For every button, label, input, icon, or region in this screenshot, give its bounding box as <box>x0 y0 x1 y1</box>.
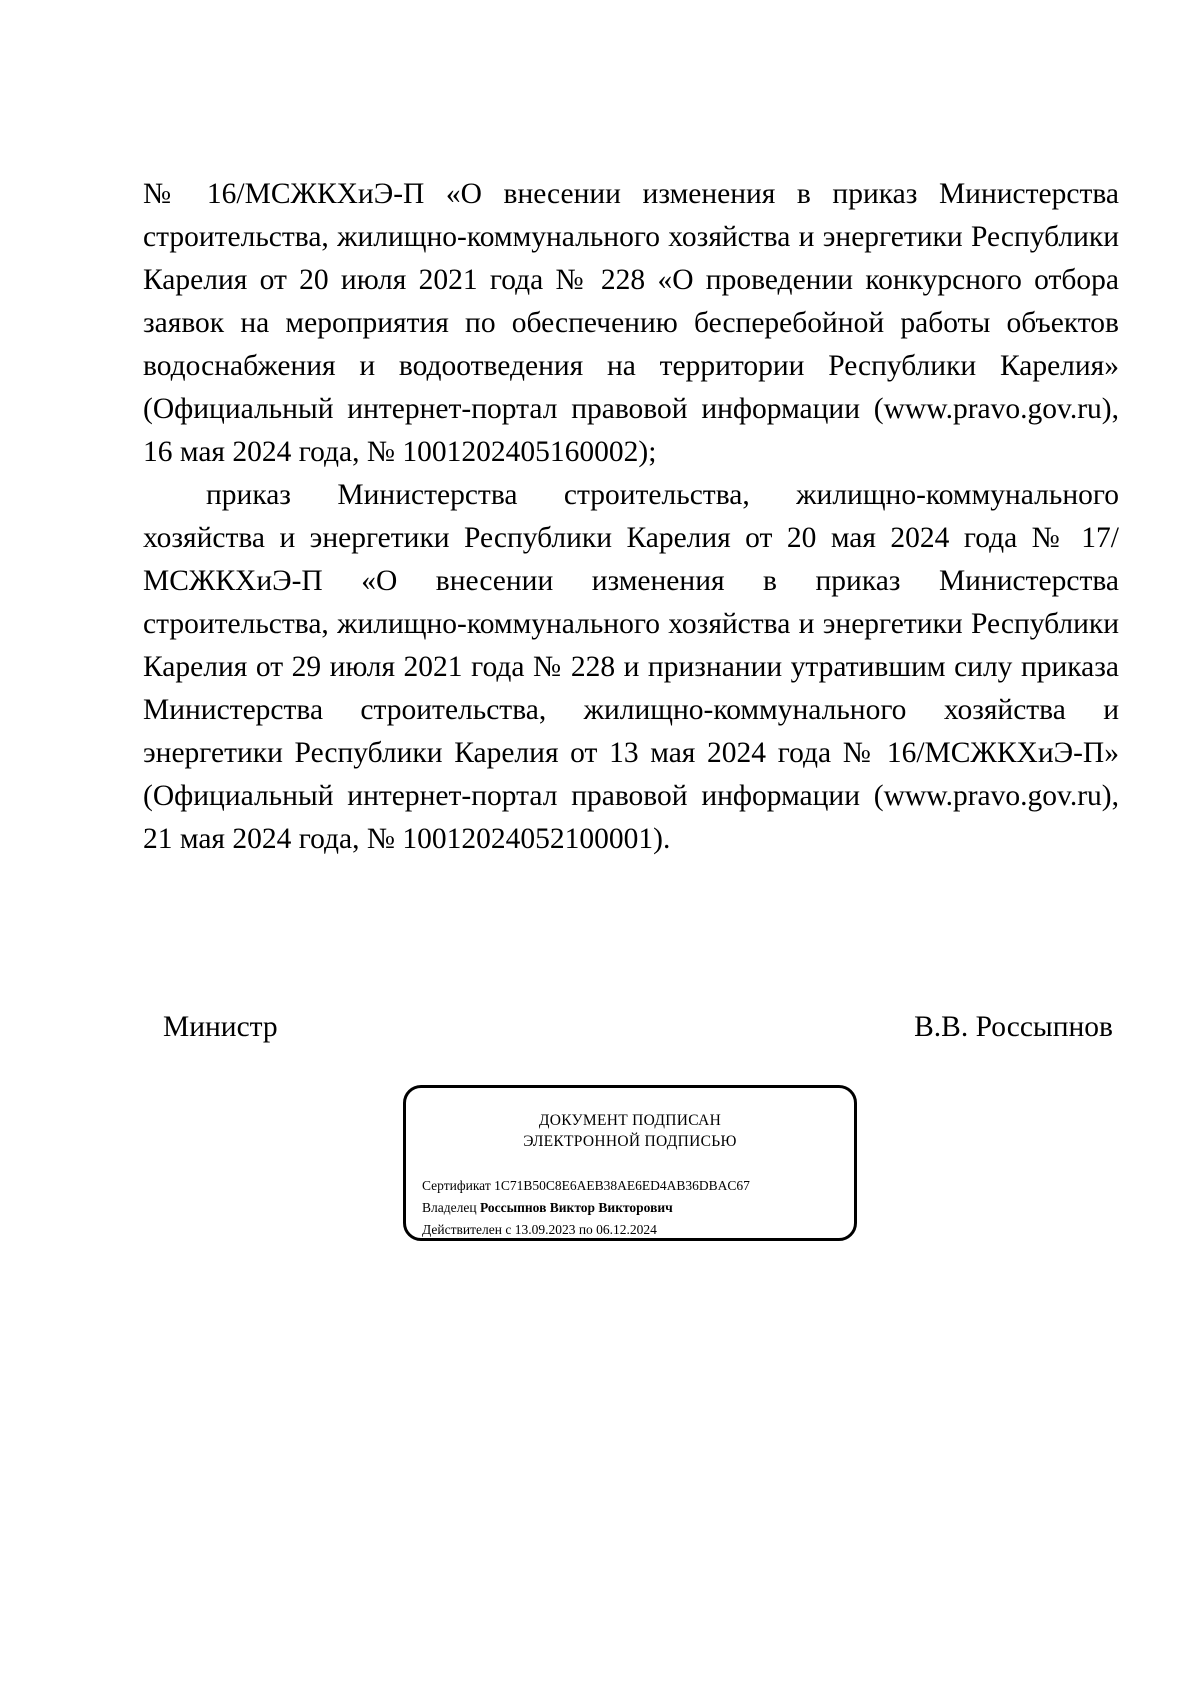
valid-to-date: 06.12.2024 <box>596 1222 657 1237</box>
stamp-title-line-2: ЭЛЕКТРОННОЙ ПОДПИСЬЮ <box>523 1133 737 1150</box>
stamp-certificate-row <box>422 1175 750 1197</box>
signer-name: В.В. Россыпнов <box>914 1011 1113 1043</box>
valid-from-date: 13.09.2023 <box>514 1222 576 1237</box>
document-body <box>143 173 1119 861</box>
electronic-signature-stamp <box>403 1085 857 1241</box>
owner-label: Владелец <box>422 1200 477 1215</box>
paragraph-1: № 16/МСЖКХиЭ-П «О внесении изменения в приказ Министерства строительства, жилищно-коммунального хозяйства и энергетики Республики Карелия от 20 июля 2021 года № 228 «О проведении конкурсного отбора заявок на мероприятия по обеспечению бесперебойной работы объектов водоснабжения и водоотведения на территории Республики Карелия» (Официальный интернет-портал правовой информации (www.pravo.gov.ru), 16 мая 2024 года, № 1001202405160002); <box>143 178 1119 468</box>
stamp-title <box>406 1110 854 1152</box>
stamp-owner-row <box>422 1197 750 1219</box>
signer-position: Министр <box>163 1011 278 1043</box>
stamp-title-line-1: ДОКУМЕНТ ПОДПИСАН <box>538 1112 722 1129</box>
stamp-validity-row <box>422 1219 750 1241</box>
valid-to-label: по <box>578 1222 593 1237</box>
certificate-value: 1C71B50C8E6AEB38AE6ED4AB36DBAC67 <box>494 1178 750 1193</box>
certificate-label: Сертификат <box>422 1178 491 1193</box>
paragraph-2: приказ Министерства строительства, жилищно-коммунального хозяйства и энергетики Республики Карелия от 20 мая 2024 года № 17/МСЖКХиЭ-П «О внесении изменения в приказ Министерства строительства, жилищно-коммунального хозяйства и энергетики Республики Карелия от 29 июля 2021 года № 228 и признании утратившим силу приказа Министерства строительства, жилищно-коммунального хозяйства и энергетики Республики Карелия от 13 мая 2024 года № 16/МСЖКХиЭ-П» (Официальный интернет-портал правовой информации (www.pravo.gov.ru), 21 мая 2024 года, № 10012024052100001). <box>143 479 1119 855</box>
valid-from-label: с <box>505 1222 512 1237</box>
owner-value: Россыпнов Виктор Викторович <box>479 1200 673 1215</box>
stamp-details <box>422 1175 750 1241</box>
valid-label: Действителен <box>422 1222 502 1237</box>
